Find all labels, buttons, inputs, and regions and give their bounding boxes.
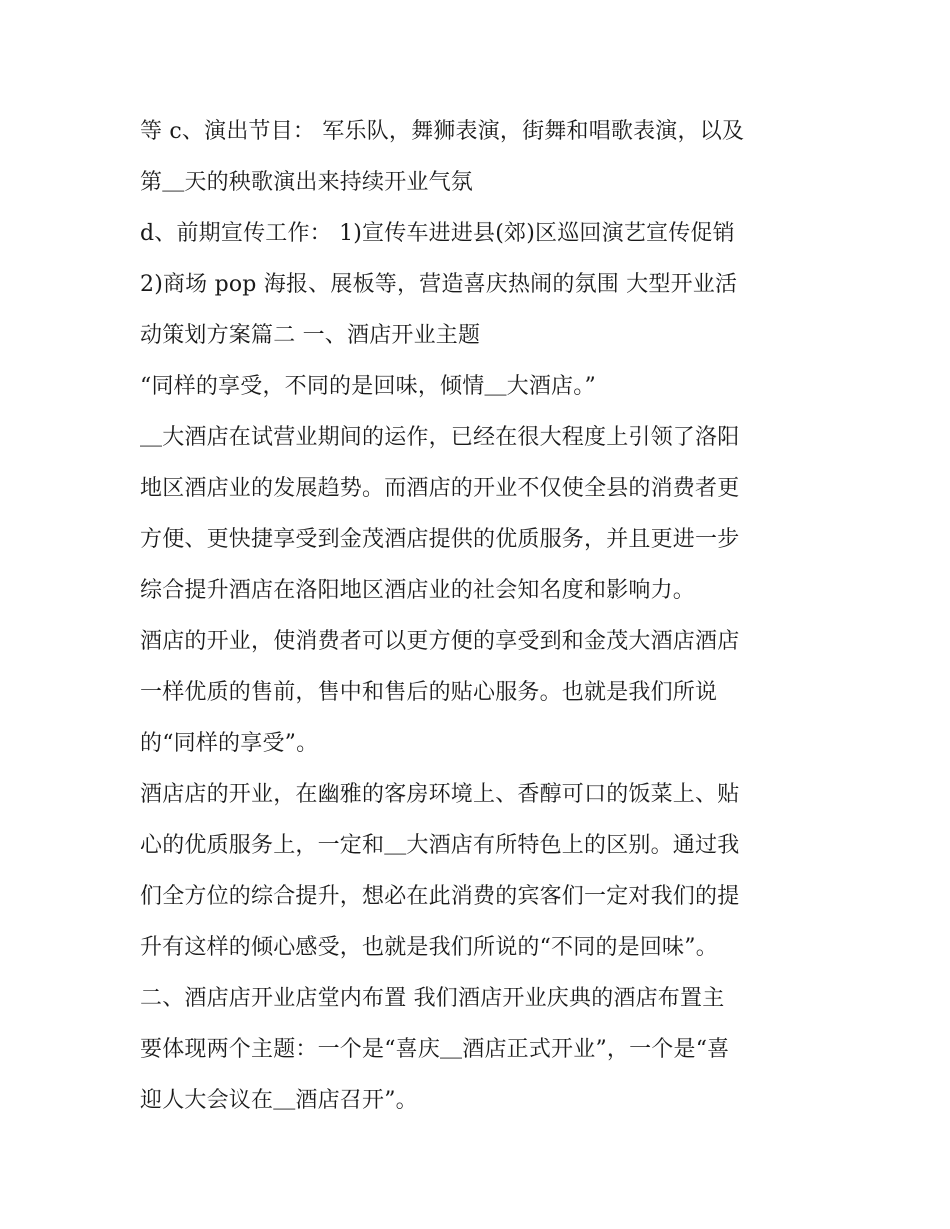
text-line: d、前期宣传工作： 1)宣传车进进县(郊)区巡回演艺宣传促销 (140, 221, 735, 246)
text-line: 第＿天的秧歌演出来持续开业气氛 (140, 170, 474, 195)
text-line: 二、酒店店开业店堂内布置 我们酒店开业庆典的酒店布置主 (140, 986, 725, 1011)
text-line: ＿大酒店在试营业期间的运作，已经在很大程度上引领了洛阳 (140, 425, 740, 450)
text-line: 的“同样的享受”。 (140, 731, 319, 756)
text-line: 方便、更快捷享受到金茂酒店提供的优质服务，并且更进一步 (140, 527, 740, 552)
text-line: 们全方位的综合提升，想必在此消费的宾客们一定对我们的提 (140, 884, 740, 909)
text-line: “同样的享受，不同的是回味，倾情＿大酒店。” (140, 374, 596, 399)
text-line: 综合提升酒店在洛阳地区酒店业的社会知名度和影响力。 (140, 578, 696, 603)
text-line: 迎人大会议在＿酒店召开”。 (140, 1088, 418, 1113)
text-line: 酒店的开业，使消费者可以更方便的享受到和金茂大酒店酒店 (140, 629, 740, 654)
text-line: 一样优质的售前，售中和售后的贴心服务。也就是我们所说 (140, 680, 718, 705)
text-line: 2)商场 pop 海报、展板等，营造喜庆热闹的氛围 大型开业活 (140, 272, 738, 297)
text-line: 要体现两个主题：一个是“喜庆＿酒店正式开业”，一个是“喜 (140, 1037, 730, 1062)
text-line: 心的优质服务上，一定和＿大酒店有所特色上的区别。通过我 (140, 833, 740, 858)
text-line: 等 c、演出节目： 军乐队，舞狮表演，街舞和唱歌表演，以及 (140, 119, 745, 144)
document-body (140, 106, 830, 1126)
text-line: 升有这样的倾心感受，也就是我们所说的“不同的是回味”。 (140, 935, 718, 960)
text-line: 酒店店的开业，在幽雅的客房环境上、香醇可口的饭菜上、贴 (140, 782, 740, 807)
text-line: 动策划方案篇二 一、酒店开业主题 (140, 323, 481, 348)
text-line: 地区酒店业的发展趋势。而酒店的开业不仅使全县的消费者更 (140, 476, 740, 501)
